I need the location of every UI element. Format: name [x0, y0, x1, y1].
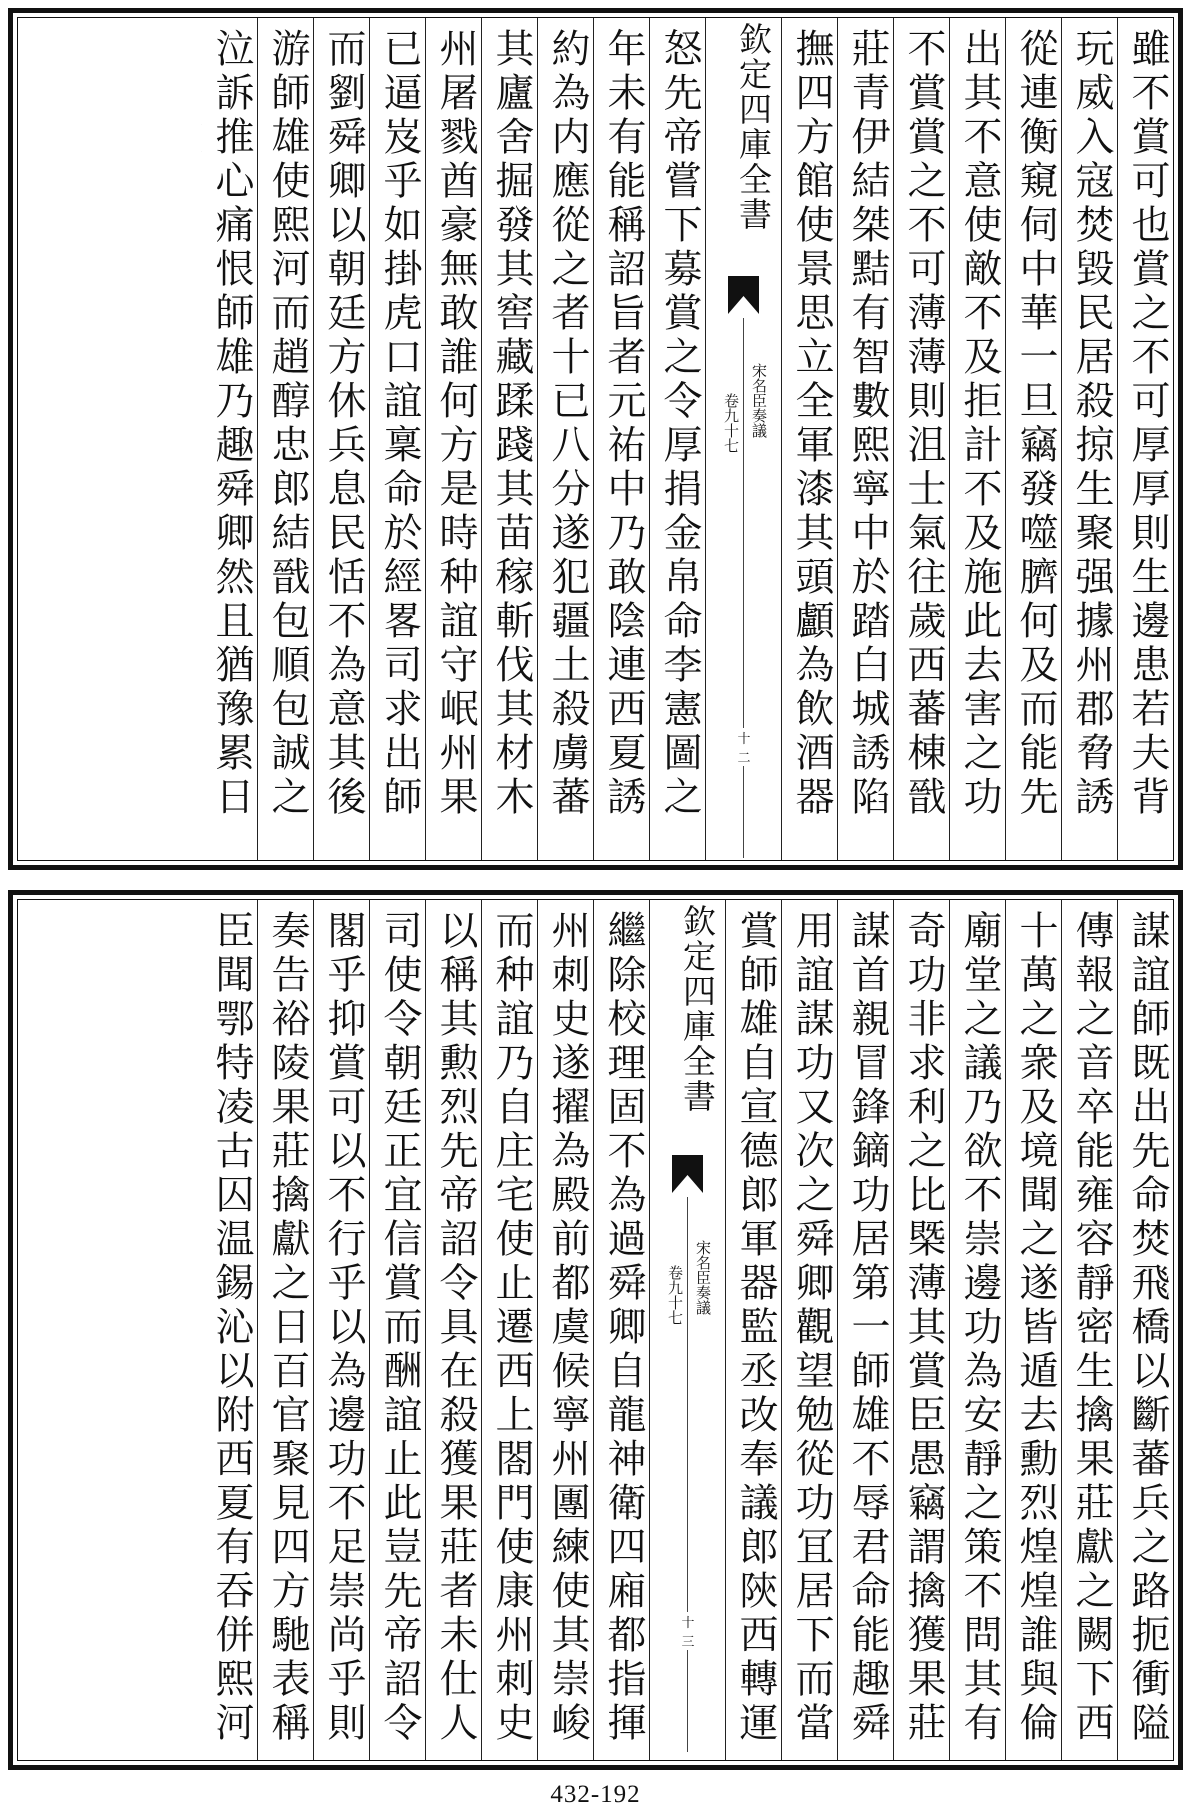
text-column: 廟堂之議乃欲不崇邊功為安靜之策不問其有	[949, 900, 1005, 1760]
text-column: 泣訴推心痛恨師雄乃趣舜卿然且猶豫累日	[209, 28, 254, 820]
text-column: 從連衡窺伺中華一旦竊發噬臍何及而能先	[1005, 18, 1061, 860]
text-column: 已逼岌乎如掛虎口誼稟命於經畧司求出師	[369, 18, 425, 860]
text-column: 怒先帝嘗下募賞之令厚捐金帛命李憲圖之	[649, 18, 705, 860]
text-column: 出其不意使敵不及拒計不及施此去害之功	[949, 18, 1005, 860]
fold-line	[687, 1197, 688, 1752]
bottom-page-frame	[17, 899, 1174, 1761]
text-column: 奇功非求利之比槩薄其賞臣愚竊謂擒獲果莊	[893, 900, 949, 1760]
leaf-number: 十三	[676, 1612, 700, 1650]
text-column: 州屠戮酋豪無敢誰何方是時种誼守岷州果	[425, 18, 481, 860]
top-page-frame	[17, 17, 1174, 861]
text-column: 奏告裕陵果莊擒獻之日百官聚見四方馳表稱	[257, 900, 313, 1760]
text-column: 以稱其勲烈先帝詔令具在殺獲果莊者未仕人	[425, 900, 481, 1760]
fold-line	[743, 318, 744, 858]
text-column: 約為内應從之者十已八分遂犯疆土殺虜蕃	[537, 18, 593, 860]
text-column: 游師雄使熙河而趙醇忠郎結戩包順包誠之	[257, 18, 313, 860]
text-column: 雖不賞可也賞之不可厚厚則生邊患若夫背	[1117, 18, 1173, 860]
text-column: 十萬之衆及境聞之遂皆遁去勳烈煌煌誰與倫	[1005, 900, 1061, 1760]
text-column: 臣聞鄂特凌古囚温錫沁以附西夏有吞併熙河	[209, 910, 254, 1746]
text-column: 不賞賞之不可薄薄則沮士氣往歲西蕃棟戩	[893, 18, 949, 860]
book-title: 欽定四庫全書	[678, 904, 717, 1114]
text-column: 撫四方館使景思立全軍漆其頭顱為飲酒器	[781, 18, 837, 860]
volume-label: 卷九十七	[666, 1265, 684, 1325]
text-column: 謀首親冒鋒鏑功居第一師雄不辱君命能趣舜	[837, 900, 893, 1760]
text-column: 玩威入寇焚毀民居殺掠生聚强據州郡脅誘	[1061, 18, 1117, 860]
top-page	[8, 8, 1183, 870]
text-column: 用誼謀功又次之舜卿觀望勉從功冝居下而當	[781, 900, 837, 1760]
text-column: 而种誼乃自庄宅使止遷西上閤門使康州刺史	[481, 900, 537, 1760]
bottom-page	[8, 890, 1183, 1770]
text-column: 而劉舜卿以朝廷方休兵息民恬不為意其後	[313, 18, 369, 860]
text-column: 年未有能稱詔旨者元祐中乃敢陰連西夏誘	[593, 18, 649, 860]
fish-tail-icon	[672, 1155, 703, 1193]
text-column: 閣乎抑賞可以不行乎以為邊功不足崇尚乎則	[313, 900, 369, 1760]
text-column: 謀誼師既出先命焚飛橋以斷蕃兵之路扼衝隘	[1117, 900, 1173, 1760]
center-margin	[649, 900, 725, 1760]
text-column: 傳報之音卒能雍容靜密生擒果莊獻之闕下西	[1061, 900, 1117, 1760]
book-title: 欽定四庫全書	[734, 22, 773, 232]
text-column: 州刺史遂擢為殿前都虞候寧州團練使其崇峻	[537, 900, 593, 1760]
text-column: 司使令朝廷正宜信賞而酬誼止此豈先帝詔令	[369, 900, 425, 1760]
text-column: 莊青伊結桀黠有智數熙寧中於踏白城誘陷	[837, 18, 893, 860]
sub-title: 宋名臣奏議	[750, 363, 768, 438]
sub-title: 宋名臣奏議	[694, 1240, 712, 1315]
volume-label: 卷九十七	[722, 393, 740, 453]
text-column: 其廬舍掘發其窖藏蹂踐其苗稼斬伐其材木	[481, 18, 537, 860]
page-number: 432-192	[550, 1781, 641, 1808]
leaf-number: 十二	[732, 728, 756, 766]
text-column: 繼除校理固不為過舜卿自龍神衛四廂都指揮	[593, 900, 649, 1760]
fish-tail-icon	[728, 276, 759, 314]
center-margin	[705, 18, 781, 860]
text-column: 賞師雄自宣德郎軍器監丞改奉議郎陝西轉運	[725, 900, 781, 1760]
